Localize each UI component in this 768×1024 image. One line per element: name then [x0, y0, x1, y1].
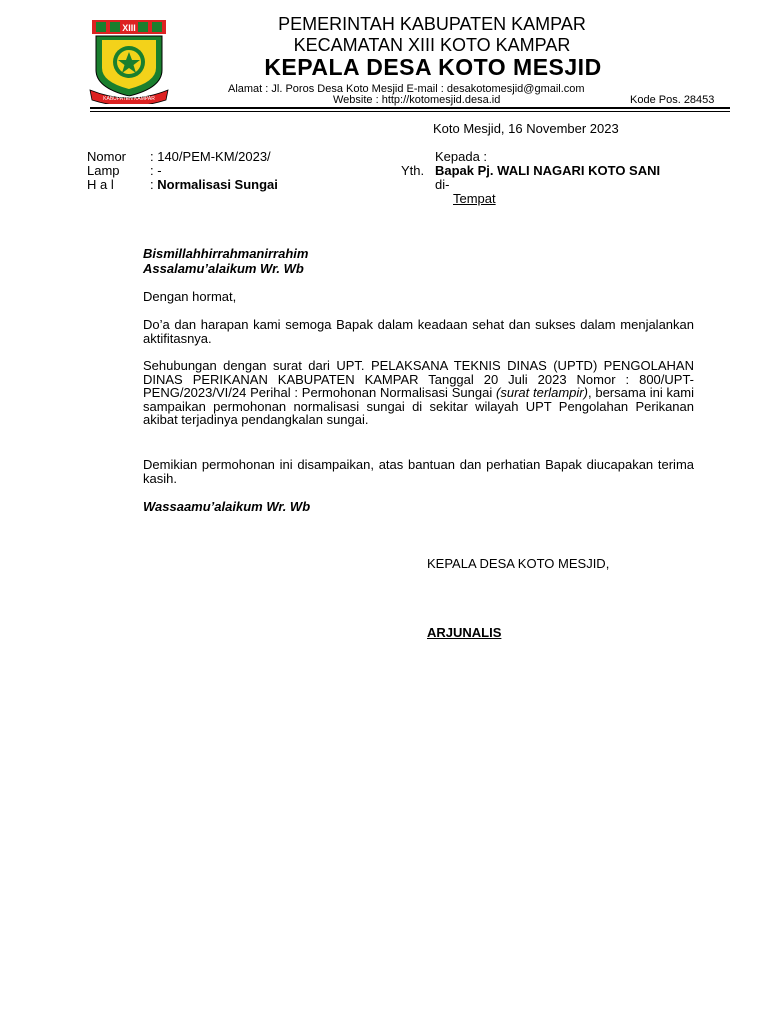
signature-name: ARJUNALIS — [427, 625, 502, 640]
paragraph-2-attachment-note: (surat terlampir) — [496, 385, 588, 400]
letterhead-address: Alamat : Jl. Poros Desa Koto Mesjid E-mail : desakotomesjid@gmail.com — [228, 83, 585, 95]
letterhead-website: Website : http://kotomesjid.desa.id — [333, 94, 501, 106]
hal-label: H a l — [87, 177, 114, 192]
paragraph-3: Demikian permohonan ini disampaikan, atas bantuan dan perhatian Bapak diucapakan terima kasih. — [143, 457, 694, 486]
paragraph-2-text-a: Sehubungan dengan surat dari UPT. PELAKSANA TEKNIS DINAS (UPTD) PENGOLAHAN DINAS PERIKANAN KABUPATEN KAMPAR Tanggal 20 Juli 2023 Nomor : 800/UPT-PENG/2023/VI/24 Perihal : Permohonan Normalisasi Sungai — [143, 358, 694, 400]
lamp-label: Lamp — [87, 163, 120, 178]
opening-bismillah: Bismillahhirrahmanirrahim — [143, 246, 309, 261]
signature-title: KEPALA DESA KOTO MESJID, — [427, 556, 610, 571]
letterhead-line1: PEMERINTAH KABUPATEN KAMPAR — [278, 14, 586, 34]
recipient-di: di- — [435, 177, 450, 192]
kepada-label: Kepada : — [435, 149, 488, 164]
nomor-value: : 140/PEM-KM/2023/ — [150, 149, 271, 164]
yth-label: Yth. — [401, 163, 425, 178]
letterhead-rule-thick — [90, 107, 730, 109]
hal-colon: : — [150, 177, 158, 192]
greeting: Dengan hormat, — [143, 289, 237, 304]
letterhead-postal-code: Kode Pos. 28453 — [630, 94, 715, 106]
recipient-place: Tempat — [453, 191, 496, 206]
paragraph-2-text-b: , bersama ini kami sampaikan permohonan normalisasi sungai di sekitar wilayah UPT Pengolahan Perikanan akibat terjadinya pendangkalan sungai. — [143, 385, 694, 427]
closing-salam: Wassaamu’alaikum Wr. Wb — [143, 499, 311, 514]
opening-salam: Assalamu’alaikum Wr. Wb — [143, 261, 304, 276]
hal-field — [150, 177, 278, 192]
logo-ribbon-text: KABUPATEN KAMPAR — [103, 96, 155, 102]
kabupaten-kampar-logo — [88, 16, 170, 104]
lamp-value: : - — [150, 163, 162, 178]
logo-top-text: XIII — [122, 23, 136, 33]
recipient-name: Bapak Pj. WALI NAGARI KOTO SANI — [435, 163, 661, 178]
hal-value: Normalisasi Sungai — [157, 177, 278, 192]
date-line: Koto Mesjid, 16 November 2023 — [433, 121, 619, 136]
letterhead-line3: KEPALA DESA KOTO MESJID — [264, 54, 602, 80]
paragraph-1: Do’a dan harapan kami semoga Bapak dalam keadaan sehat dan sukses dalam menjalankan aktifitasnya. — [143, 317, 694, 346]
paragraph-2 — [143, 359, 694, 427]
letterhead-line2: KECAMATAN XIII KOTO KAMPAR — [293, 35, 571, 55]
letterhead-rule-thin — [90, 111, 730, 112]
nomor-label: Nomor — [87, 149, 127, 164]
